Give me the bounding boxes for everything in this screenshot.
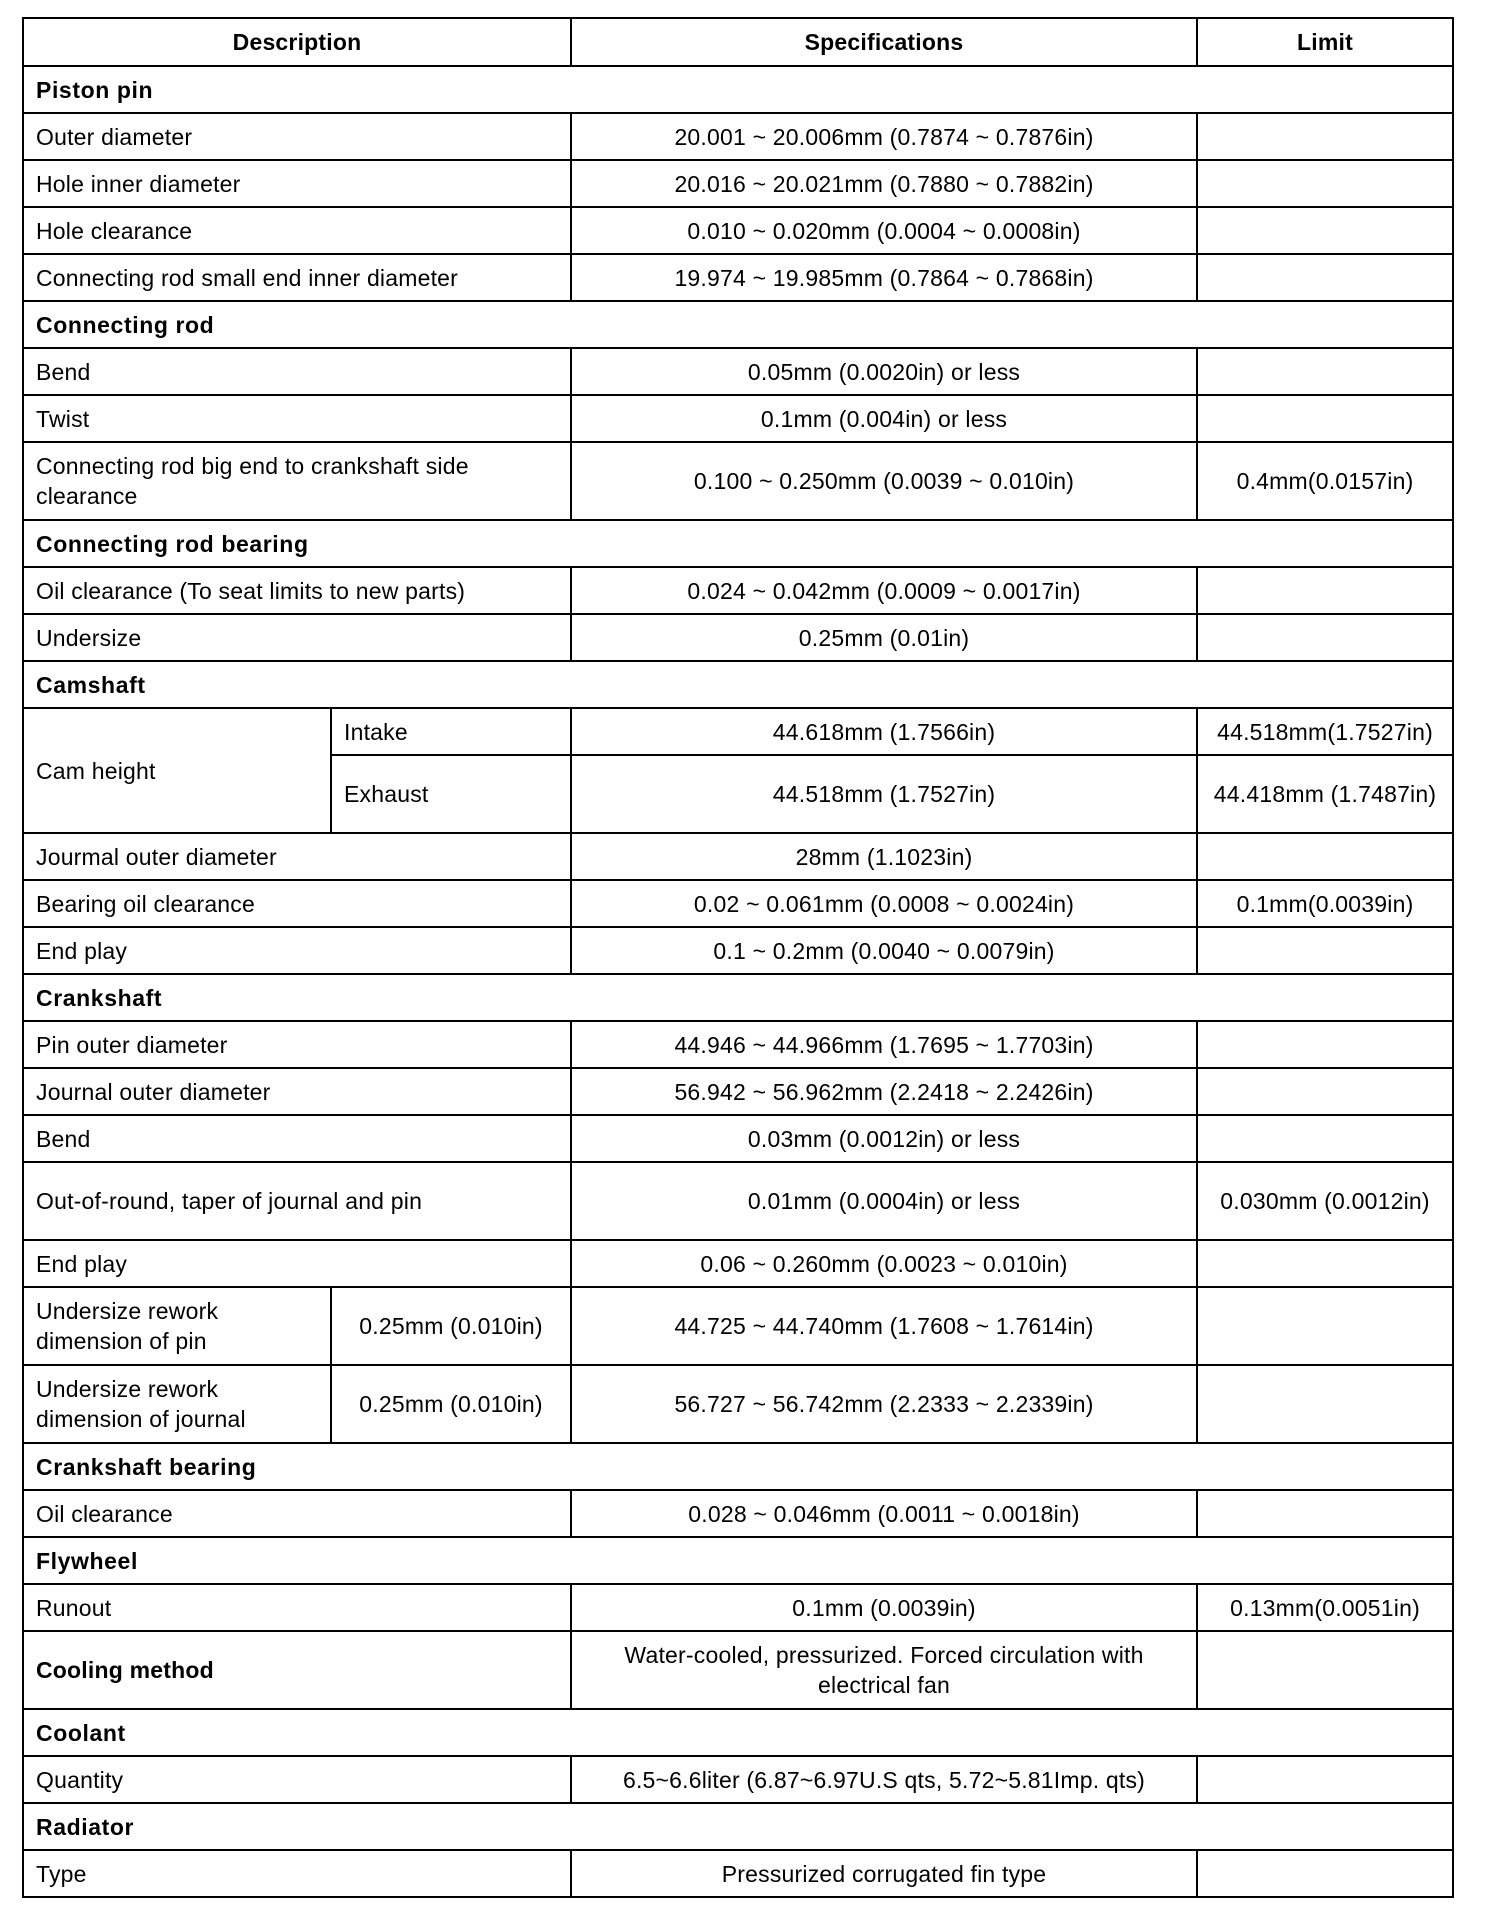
table-row (23, 567, 1453, 614)
description-cell: Cam height (23, 708, 331, 833)
specification-cell: Water-cooled, pressurized. Forced circulation with electrical fan (571, 1631, 1197, 1709)
section-row (23, 661, 1453, 708)
specification-cell: 44.725 ~ 44.740mm (1.7608 ~ 1.7614in) (571, 1287, 1197, 1365)
description-cell: Undersize rework dimension of journal (23, 1365, 331, 1443)
section-row (23, 1443, 1453, 1490)
limit-cell (1197, 614, 1453, 661)
table-row (23, 1162, 1453, 1240)
table-row (23, 442, 1453, 520)
limit-cell: 0.1mm(0.0039in) (1197, 880, 1453, 927)
description-cell: End play (23, 927, 571, 974)
limit-cell: 0.13mm(0.0051in) (1197, 1584, 1453, 1631)
description-cell: Twist (23, 395, 571, 442)
limit-cell (1197, 927, 1453, 974)
description-cell: Quantity (23, 1756, 571, 1803)
table-row (23, 1365, 1453, 1443)
section-row (23, 301, 1453, 348)
specification-cell: 0.01mm (0.0004in) or less (571, 1162, 1197, 1240)
table-row (23, 1631, 1453, 1709)
section-row (23, 520, 1453, 567)
description-cell: Oil clearance (To seat limits to new parts) (23, 567, 571, 614)
limit-cell (1197, 1240, 1453, 1287)
table-row (23, 1584, 1453, 1631)
limit-cell (1197, 113, 1453, 160)
limit-cell (1197, 1756, 1453, 1803)
specification-cell: 56.727 ~ 56.742mm (2.2333 ~ 2.2339in) (571, 1365, 1197, 1443)
specification-cell: Pressurized corrugated fin type (571, 1850, 1197, 1897)
specification-cell: 0.02 ~ 0.061mm (0.0008 ~ 0.0024in) (571, 880, 1197, 927)
sub-specification-cell: 0.25mm (0.010in) (331, 1287, 571, 1365)
column-header-limit: Limit (1197, 18, 1453, 66)
specification-cell: 0.1mm (0.0039in) (571, 1584, 1197, 1631)
section-heading: Connecting rod (23, 301, 1453, 348)
limit-cell (1197, 833, 1453, 880)
limit-cell (1197, 1631, 1453, 1709)
specification-cell: 0.05mm (0.0020in) or less (571, 348, 1197, 395)
limit-cell (1197, 395, 1453, 442)
table-row (23, 927, 1453, 974)
description-cell: Type (23, 1850, 571, 1897)
table-row (23, 395, 1453, 442)
limit-cell (1197, 1115, 1453, 1162)
column-header-specifications: Specifications (571, 18, 1197, 66)
column-header-description: Description (23, 18, 571, 66)
description-cell: Cooling method (23, 1631, 571, 1709)
section-heading: Crankshaft bearing (23, 1443, 1453, 1490)
table-row (23, 1850, 1453, 1897)
limit-cell (1197, 1287, 1453, 1365)
specification-cell: 0.024 ~ 0.042mm (0.0009 ~ 0.0017in) (571, 567, 1197, 614)
description-cell: Connecting rod small end inner diameter (23, 254, 571, 301)
description-cell: Journal outer diameter (23, 1068, 571, 1115)
description-cell: Outer diameter (23, 113, 571, 160)
description-cell: Connecting rod big end to crankshaft side clearance (23, 442, 571, 520)
limit-cell: 0.4mm(0.0157in) (1197, 442, 1453, 520)
specification-cell: 0.100 ~ 0.250mm (0.0039 ~ 0.010in) (571, 442, 1197, 520)
description-cell: Jourmal outer diameter (23, 833, 571, 880)
specification-cell: 6.5~6.6liter (6.87~6.97U.S qts, 5.72~5.81Imp. qts) (571, 1756, 1197, 1803)
table-row (23, 160, 1453, 207)
section-heading: Camshaft (23, 661, 1453, 708)
sub-description-cell: Intake (331, 708, 571, 755)
limit-cell (1197, 567, 1453, 614)
limit-cell (1197, 1490, 1453, 1537)
table-row (23, 1068, 1453, 1115)
description-cell: Hole inner diameter (23, 160, 571, 207)
limit-cell (1197, 1365, 1453, 1443)
specification-cell: 0.1 ~ 0.2mm (0.0040 ~ 0.0079in) (571, 927, 1197, 974)
specification-cell: 0.1mm (0.004in) or less (571, 395, 1197, 442)
description-cell: Bend (23, 348, 571, 395)
specification-cell: 0.028 ~ 0.046mm (0.0011 ~ 0.0018in) (571, 1490, 1197, 1537)
limit-cell (1197, 1850, 1453, 1897)
limit-cell (1197, 207, 1453, 254)
specifications-table (22, 17, 1454, 1898)
section-heading: Radiator (23, 1803, 1453, 1850)
limit-cell (1197, 160, 1453, 207)
limit-cell (1197, 348, 1453, 395)
specification-cell: 20.016 ~ 20.021mm (0.7880 ~ 0.7882in) (571, 160, 1197, 207)
limit-cell: 44.418mm (1.7487in) (1197, 755, 1453, 833)
limit-cell: 0.030mm (0.0012in) (1197, 1162, 1453, 1240)
section-heading: Piston pin (23, 66, 1453, 113)
description-cell: Pin outer diameter (23, 1021, 571, 1068)
specification-cell: 0.010 ~ 0.020mm (0.0004 ~ 0.0008in) (571, 207, 1197, 254)
table-row (23, 1756, 1453, 1803)
specification-cell: 44.618mm (1.7566in) (571, 708, 1197, 755)
table-row (23, 254, 1453, 301)
section-heading: Flywheel (23, 1537, 1453, 1584)
limit-cell (1197, 1068, 1453, 1115)
section-heading: Connecting rod bearing (23, 520, 1453, 567)
section-heading: Crankshaft (23, 974, 1453, 1021)
table-row (23, 880, 1453, 927)
specification-cell: 0.25mm (0.01in) (571, 614, 1197, 661)
description-cell: Bearing oil clearance (23, 880, 571, 927)
table-row (23, 1240, 1453, 1287)
section-heading: Coolant (23, 1709, 1453, 1756)
specification-cell: 0.06 ~ 0.260mm (0.0023 ~ 0.010in) (571, 1240, 1197, 1287)
table-row (23, 833, 1453, 880)
limit-cell (1197, 1021, 1453, 1068)
header-row (23, 18, 1453, 66)
specification-cell: 56.942 ~ 56.962mm (2.2418 ~ 2.2426in) (571, 1068, 1197, 1115)
table-row (23, 113, 1453, 160)
specification-cell: 0.03mm (0.0012in) or less (571, 1115, 1197, 1162)
specification-cell: 28mm (1.1023in) (571, 833, 1197, 880)
sub-specification-cell: 0.25mm (0.010in) (331, 1365, 571, 1443)
section-row (23, 1537, 1453, 1584)
section-row (23, 66, 1453, 113)
section-row (23, 974, 1453, 1021)
table-row (23, 1287, 1453, 1365)
table-row (23, 348, 1453, 395)
table-body (23, 66, 1453, 1897)
description-cell: Undersize rework dimension of pin (23, 1287, 331, 1365)
description-cell: Out-of-round, taper of journal and pin (23, 1162, 571, 1240)
table-row (23, 614, 1453, 661)
section-row (23, 1803, 1453, 1850)
description-cell: Undersize (23, 614, 571, 661)
specification-cell: 19.974 ~ 19.985mm (0.7864 ~ 0.7868in) (571, 254, 1197, 301)
description-cell: End play (23, 1240, 571, 1287)
table-row (23, 1490, 1453, 1537)
specification-cell: 44.946 ~ 44.966mm (1.7695 ~ 1.7703in) (571, 1021, 1197, 1068)
description-cell: Runout (23, 1584, 571, 1631)
specification-cell: 20.001 ~ 20.006mm (0.7874 ~ 0.7876in) (571, 113, 1197, 160)
limit-cell (1197, 254, 1453, 301)
description-cell: Oil clearance (23, 1490, 571, 1537)
limit-cell: 44.518mm(1.7527in) (1197, 708, 1453, 755)
table-row (23, 708, 1453, 755)
description-cell: Hole clearance (23, 207, 571, 254)
sub-description-cell: Exhaust (331, 755, 571, 833)
table-row (23, 1115, 1453, 1162)
table-row (23, 1021, 1453, 1068)
specification-cell: 44.518mm (1.7527in) (571, 755, 1197, 833)
section-row (23, 1709, 1453, 1756)
description-cell: Bend (23, 1115, 571, 1162)
table-row (23, 207, 1453, 254)
